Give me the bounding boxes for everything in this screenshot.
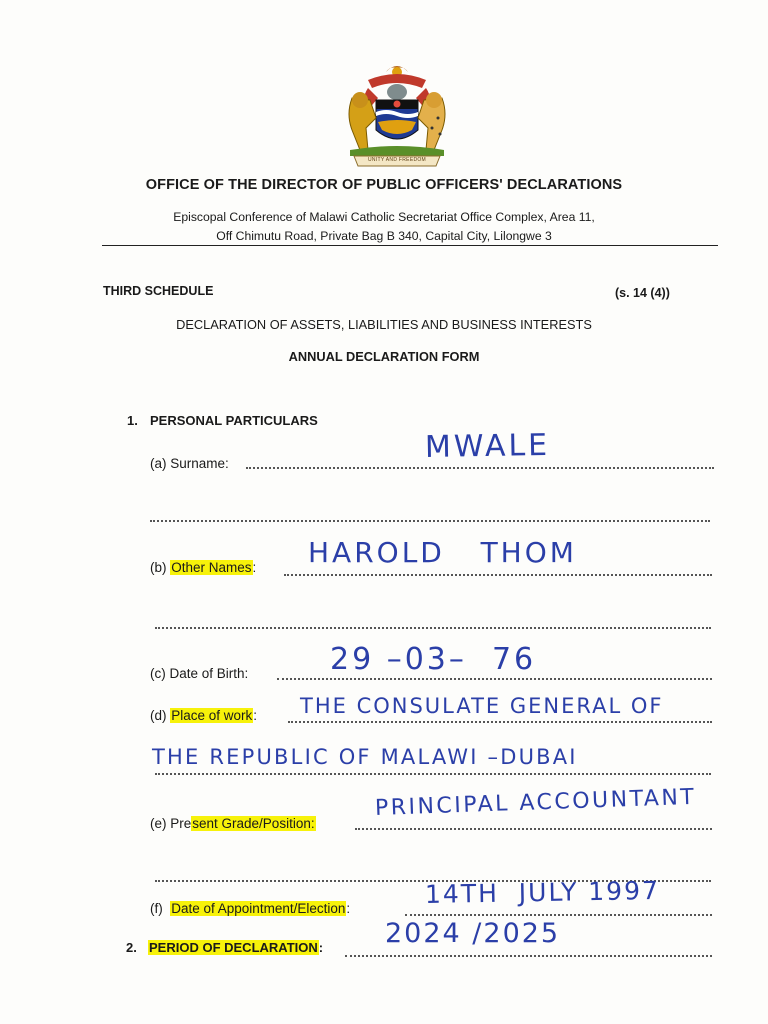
other-names-label	[150, 560, 256, 575]
other-names-line-2[interactable]	[155, 627, 711, 629]
office-title: OFFICE OF THE DIRECTOR OF PUBLIC OFFICERS' DECLARATIONS	[145, 177, 623, 193]
form-title: ANNUAL DECLARATION FORM	[288, 349, 480, 364]
section-1-title: PERSONAL PARTICULARS	[150, 413, 318, 428]
surname-value: MWALE	[424, 427, 551, 465]
schedule-section: (s. 14 (4))	[615, 286, 670, 300]
place-of-work-colon: :	[253, 708, 258, 723]
other-names-prefix: (b)	[150, 560, 171, 575]
appointment-line[interactable]	[405, 914, 712, 916]
other-names-colon: :	[252, 560, 257, 575]
grade-value: PRINCIPAL ACCOUNTANT	[374, 784, 697, 821]
dob-line[interactable]	[277, 678, 712, 680]
place-of-work-value-2: THE REPUBLIC OF MALAWI –DUBAI	[152, 745, 578, 769]
grade-label	[150, 816, 316, 831]
dob-label: (c) Date of Birth:	[150, 666, 249, 681]
header-divider	[102, 245, 718, 246]
address-line-2: Off Chimutu Road, Private Bag B 340, Capital City, Lilongwe 3	[216, 229, 552, 243]
appointment-value: 14TH JULY 1997	[424, 875, 661, 909]
place-of-work-prefix: (d)	[150, 708, 171, 723]
coat-of-arms-emblem	[338, 58, 456, 168]
other-names-line[interactable]	[284, 574, 712, 576]
address-line-1: Episcopal Conference of Malawi Catholic Secretariat Office Complex, Area 11,	[173, 210, 595, 224]
section-2-number: 2.	[126, 940, 137, 955]
place-of-work-value-1: THE CONSULATE GENERAL OF	[300, 694, 664, 718]
place-of-work-line[interactable]	[288, 721, 712, 723]
other-names-value: HAROLD THOM	[308, 536, 577, 569]
schedule-name: THIRD SCHEDULE	[103, 284, 214, 298]
section-1-number: 1.	[127, 413, 138, 428]
appointment-prefix: (f)	[150, 901, 171, 916]
grade-prefix: (e) Pre	[150, 816, 192, 831]
other-names-highlight: Other Names	[171, 560, 252, 575]
surname-line-2[interactable]	[150, 520, 710, 522]
grade-highlight: sent Grade/Position:	[192, 816, 315, 831]
place-of-work-line-2[interactable]	[155, 773, 711, 775]
period-colon: :	[318, 940, 324, 955]
period-line[interactable]	[345, 955, 712, 957]
appointment-highlight: Date of Appointment/Election	[171, 901, 346, 916]
place-of-work-highlight: Place of work	[171, 708, 253, 723]
period-highlight: PERIOD OF DECLARATION	[149, 940, 318, 955]
grade-line[interactable]	[355, 828, 712, 830]
crest-motto: UNITY AND FREEDOM	[367, 157, 427, 163]
place-of-work-label	[150, 708, 257, 723]
appointment-label	[150, 901, 350, 916]
section-2-title	[148, 940, 323, 955]
surname-label: (a) Surname:	[150, 456, 229, 471]
appointment-colon: :	[346, 901, 351, 916]
period-value: 2024 /2025	[385, 918, 561, 949]
schedule-subtitle: DECLARATION OF ASSETS, LIABILITIES AND BUSINESS INTERESTS	[176, 317, 592, 332]
surname-line[interactable]	[246, 467, 714, 469]
dob-value: 29 –03– 76	[330, 642, 537, 677]
